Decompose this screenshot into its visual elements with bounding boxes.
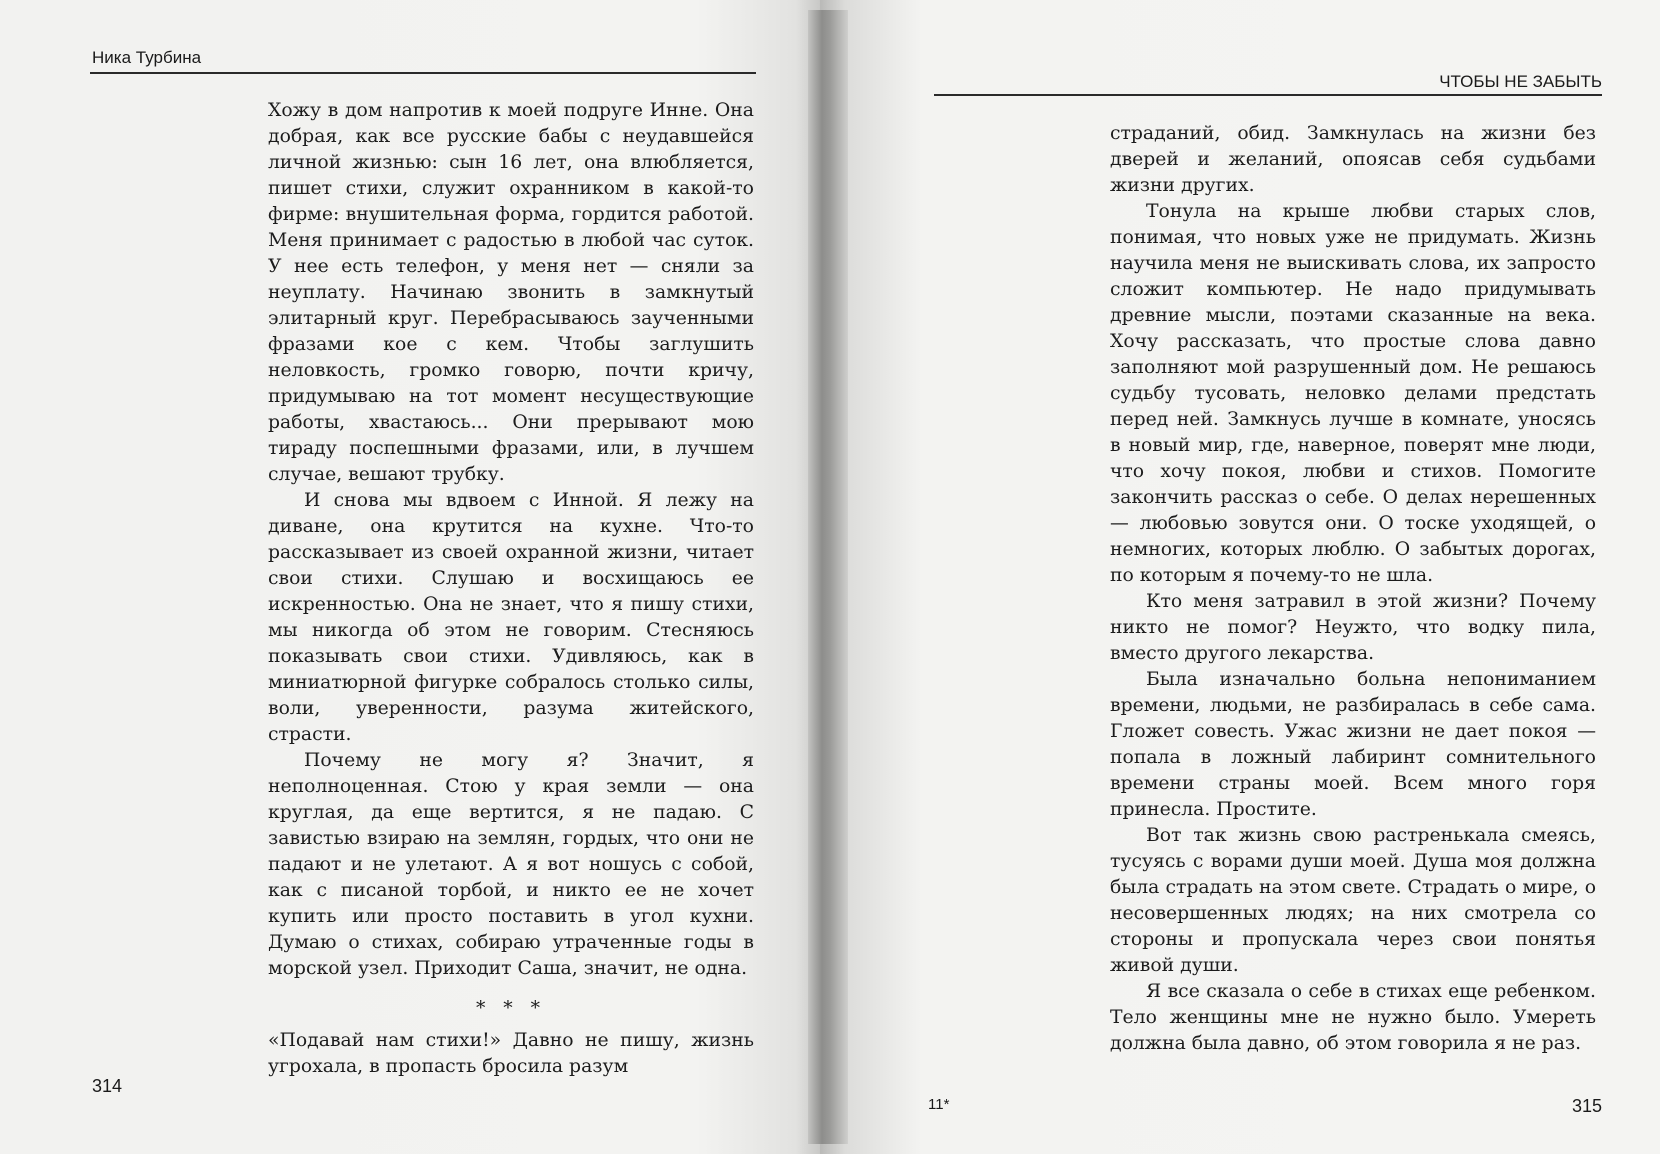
header-rule	[934, 94, 1602, 96]
running-head-author: Ника Турбина	[92, 48, 202, 67]
paragraph: Я все сказала о себе в стихах еще ребенком. Тело женщины мне не нужно было. Умереть должна была давно, об этом говорила я не раз.	[1110, 981, 1596, 1054]
paragraph: Кто меня затравил в этой жизни? Почему никто не помог? Неужто, что водку пила, вместо другого лекарства.	[1110, 591, 1596, 664]
paragraph: И снова мы вдвоем с Инной. Я лежу на диване, она крутится на кухне. Что-то рассказывает из своей охранной жизни, читает свои стихи. Слушаю и восхищаюсь ее искренностью. Она не знает, что я пишу стихи, мы никогда об этом не говорим. Стесняюсь показывать свои стихи. Удивляюсь, как в миниатюрной фигурке собралось столько силы, воли, уверенности, разума житейского, страсти.	[268, 490, 754, 745]
section-separator: * * *	[475, 998, 547, 1019]
paragraph: Была изначально больна непониманием времени, людьми, не разбиралась в себе сама. Гложет совесть. Ужас жизни не дает покоя — попала в ложный лабиринт сомнительного времени страны моей. Всем много горя принесла. Простите.	[1110, 669, 1596, 820]
paragraph: Вот так жизнь свою растренькала смеясь, тусуясь с ворами души моей. Душа моя должна была страдать на этом свете. Страдать о мире, о несовершенных людях; на них смотрела со стороны и пропускала через свои понятья живой души.	[1110, 825, 1596, 976]
signature-mark: 11*	[928, 1096, 950, 1113]
paragraph: Тонула на крыше любви старых слов, понимая, что новых уже не придумать. Жизнь научила меня не выискивать слова, их запросто сложит компьютер. Не надо придумывать древние мысли, поэтами сказанные на века. Хочу рассказать, что простые слова давно заполняют мой разрушенный дом. Не решаюсь судьбу тусовать, неловко делами предстать перед ней. Замкнусь лучше в комнате, уносясь в новый мир, где, наверное, поверят мне люди, что хочу покоя, любви и стихов. Помогите закончить рассказ о себе. О делах нерешенных — любовью зовутся они. О тоске уходящей, о немногих, которых люблю. О забытых дорогах, по которым я почему-то не шла.	[1110, 201, 1596, 586]
paragraph: Почему не могу я? Значит, я неполноценная. Стою у края земли — она круглая, да еще вертится, я не падаю. С завистью взираю на землян, гордых, что они не падают и не улетают. А я вот ношусь с собой, как с писаной торбой, и никто ее не хочет купить или просто поставить в угол кухни. Думаю о стихах, собираю утраченные годы в морской узел. Приходит Саша, значит, не одна.	[268, 750, 754, 979]
book-gutter	[808, 10, 848, 1144]
page-number-right: 315	[1571, 1096, 1602, 1116]
right-page	[820, 0, 1660, 1154]
running-head-title: ЧТОБЫ НЕ ЗАБЫТЬ	[1439, 72, 1602, 91]
paragraph: Хожу в дом напротив к моей подруге Инне. Она добрая, как все русские бабы с неудавшейся личной жизнью: сын 16 лет, она влюбляется, пишет стихи, служит охранником в какой-то фирме: внушительная форма, гордится работой. Меня принимает с радостью в любой час суток. У нее есть телефон, у меня нет — сняли за неуплату. Начинаю звонить в замкнутый элитарный круг. Перебрасываюсь заученными фразами кое с кем. Чтобы заглушить неловкость, громко говорю, почти кричу, придумываю на тот момент несуществующие работы, хвастаюсь... Они прерывают мою тираду поспешными фразами, или, в лучшем случае, вешают трубку.	[268, 100, 754, 485]
page-number-left: 314	[92, 1076, 123, 1096]
header-rule	[90, 72, 756, 74]
left-page	[0, 0, 820, 1154]
paragraph: «Подавай нам стихи!» Давно не пишу, жизнь угрохала, в пропасть бросила разум	[268, 1030, 754, 1077]
left-text-column	[268, 98, 754, 1080]
right-text-column	[1110, 121, 1596, 1057]
paragraph: страданий, обид. Замкнулась на жизни без дверей и желаний, опоясав себя судьбами жизни других.	[1110, 123, 1596, 196]
